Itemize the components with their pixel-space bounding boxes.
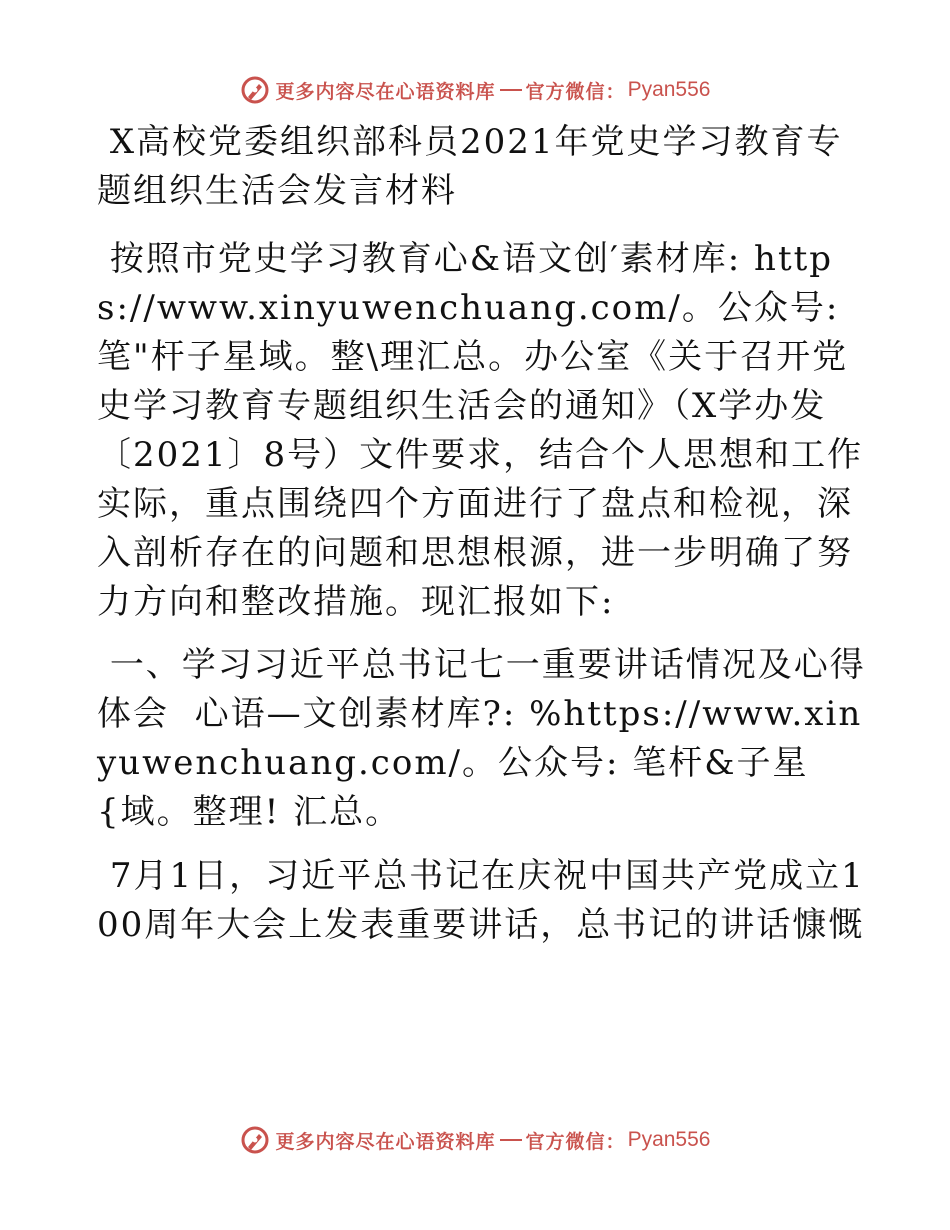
banner-site-text: 更多内容尽在心语资料库	[275, 80, 496, 103]
banner-handle: Pyan556	[627, 78, 711, 101]
banner-official-text: 官方微信：	[525, 1130, 626, 1153]
pen-circle-logo-icon	[240, 75, 270, 105]
document-body	[97, 118, 877, 950]
body-paragraph: 7月1日，习近平总书记在庆祝中国共产党成立100周年大会上发表重要讲话，总书记的讲话慷慨	[97, 856, 865, 945]
intro-paragraph: 按照市党史学习教育心&语文创′素材库: https://www.xinyuwenchuang.com/。公众号: 笔"杆子星域。整\理汇总。办公室《关于召开党史学习教育专题组织生活会的通知》（X学办发〔2021〕8号）文件要求，结合个人思想和工作实际，重点围绕四个方面进行了盘点和检视，深入剖析存在的问题和思想根源，进一步明确了努力方向和整改措施。现汇报如下:	[97, 239, 864, 622]
document-title: X高校党委组织部科员2021年党史学习教育专题组织生活会发言材料	[97, 122, 843, 211]
banner-handle: Pyan556	[627, 1128, 711, 1151]
banner-dash	[500, 1139, 522, 1141]
header-banner	[0, 70, 950, 110]
banner-official-text: 官方微信：	[525, 80, 626, 103]
banner-dash	[500, 89, 522, 91]
section-heading: 一、学习习近平总书记七一重要讲话情况及心得体会 心语—文创素材库?: %https://www.xinyuwenchuang.com/。公众号: 笔杆&子星{域。整理! 汇总。	[97, 645, 866, 832]
footer-banner	[0, 1120, 950, 1160]
banner-site-text: 更多内容尽在心语资料库	[275, 1130, 496, 1153]
pen-circle-logo-icon	[240, 1125, 270, 1155]
